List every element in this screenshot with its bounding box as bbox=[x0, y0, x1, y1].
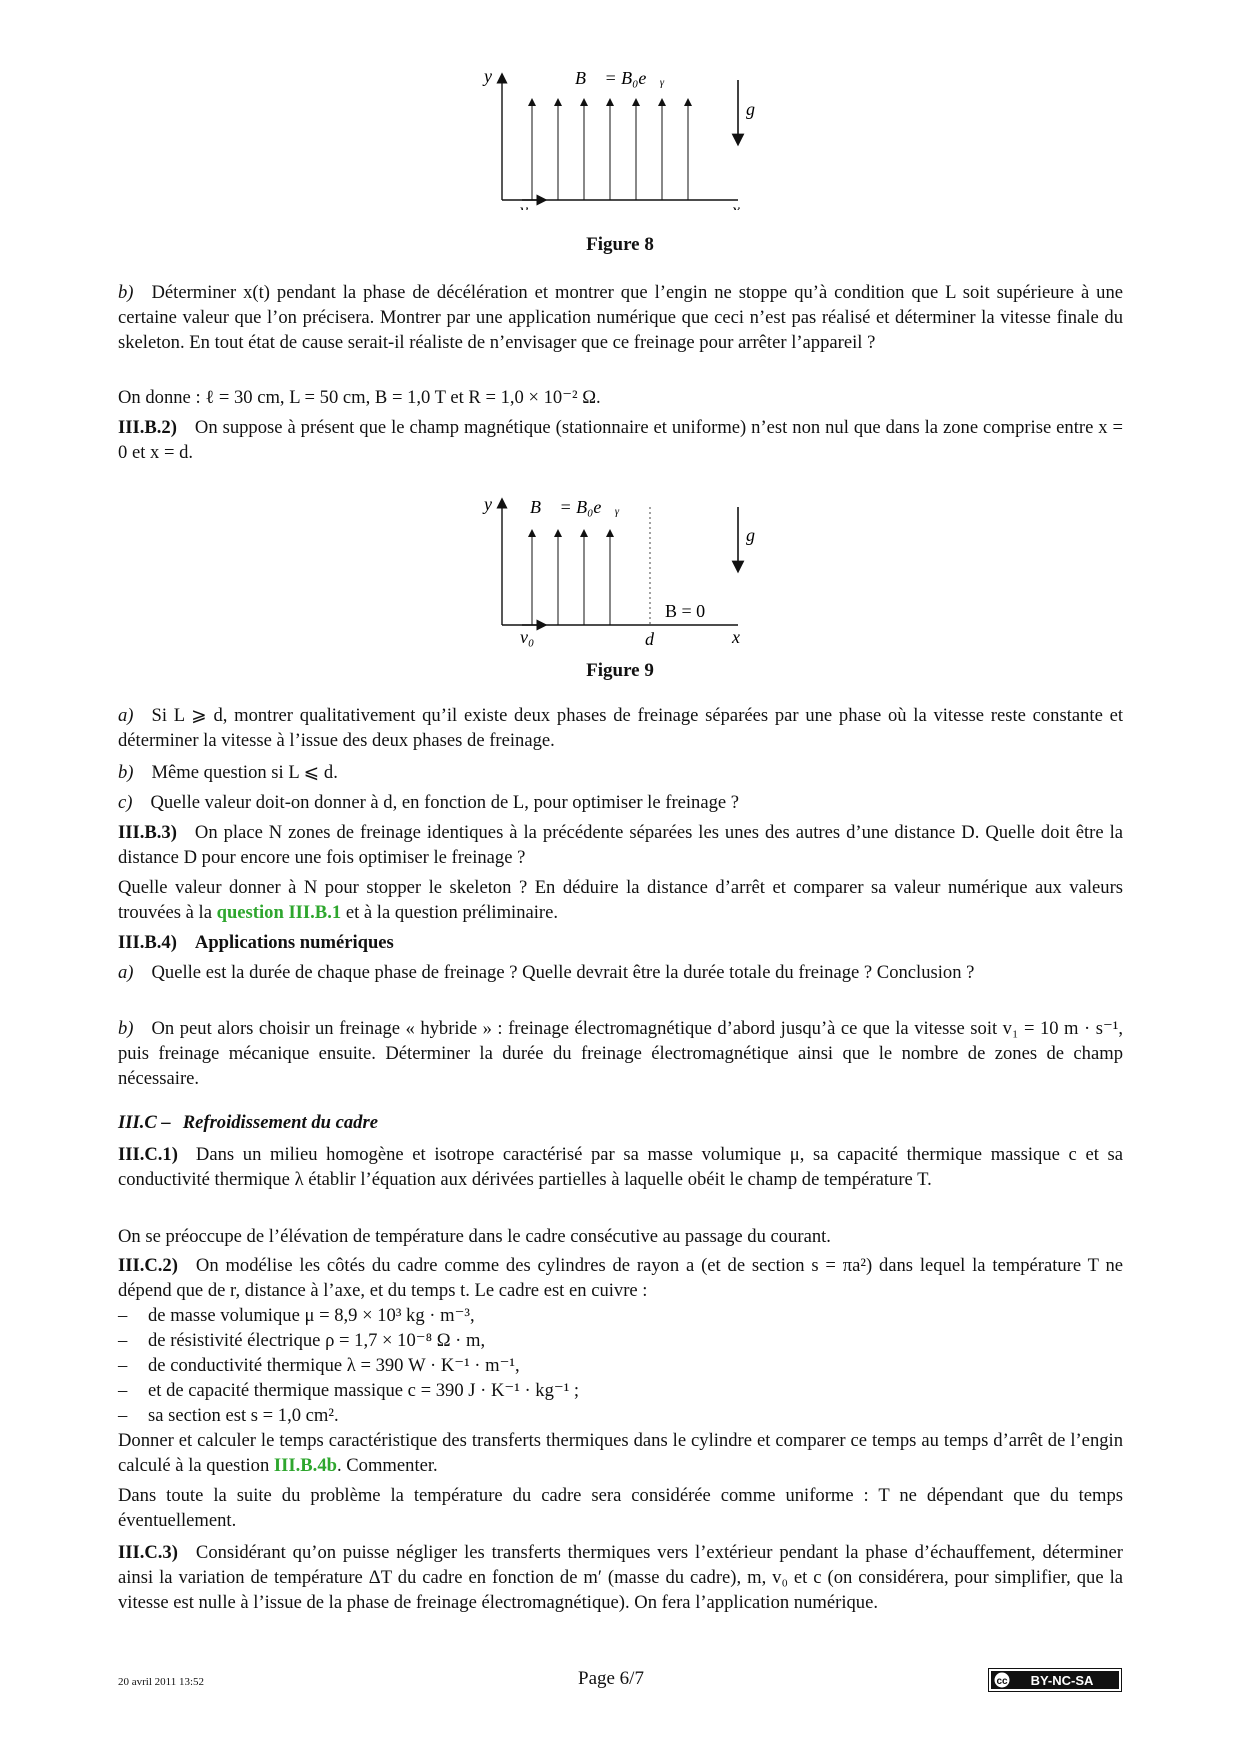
part-label: a) bbox=[118, 962, 134, 983]
section-III-B-4 bbox=[118, 930, 1123, 955]
section-number: III.C.3) bbox=[118, 1542, 178, 1563]
section-III-B-3 bbox=[118, 820, 1123, 870]
copper-properties-list bbox=[118, 1303, 1123, 1428]
fig9-field-arrows bbox=[532, 533, 610, 625]
section-number: III.C – bbox=[118, 1112, 171, 1133]
footer-page-number: Page 6/7 bbox=[578, 1668, 644, 1689]
part-text: On peut alors choisir un freinage « hybride » : freinage électromagnétique d’abord jusqu’à ce que la vitesse soit v₁ = 10 m · s⁻¹, puis freinage mécanique ensuite. Déterminer la durée du freinage électromagnétique ainsi que le nombre de zones de champ nécessaire. bbox=[118, 1018, 1123, 1089]
question-c-label: c) bbox=[118, 792, 133, 813]
fig8-gravity-label: g⃗ bbox=[746, 99, 770, 119]
section-number: III.C.2) bbox=[118, 1255, 178, 1276]
figure-8 bbox=[470, 60, 770, 220]
section-text: On modélise les côtés du cadre comme des cylindres de rayon a (et de section s = πa²) dans lequel la température T ne dépend que de r, distance à l’axe, et du temps t. Le cadre est en cuivre : bbox=[118, 1255, 1123, 1301]
section-III-C-1-note: On se préoccupe de l’élévation de température dans le cadre consécutive au passage du courant. bbox=[118, 1226, 831, 1247]
question-a-label: a) bbox=[118, 705, 134, 726]
section-III-C-1 bbox=[118, 1142, 1123, 1192]
link-question-III-B-1[interactable]: question III.B.1 bbox=[216, 902, 342, 923]
section-number: III.B.4) bbox=[118, 932, 177, 953]
list-item: – de conductivité thermique λ = 390 W · K⁻¹ · m⁻¹, bbox=[118, 1353, 1123, 1378]
fig8-y-label: y bbox=[484, 66, 492, 86]
list-item: – et de capacité thermique massique c = 390 J · K⁻¹ · kg⁻¹ ; bbox=[118, 1378, 1123, 1403]
section-number: III.B.2) bbox=[118, 417, 177, 438]
list-item: – de résistivité électrique ρ = 1,7 × 10⁻⁸ Ω · m, bbox=[118, 1328, 1123, 1353]
part-label: b) bbox=[118, 282, 134, 303]
fig9-zero-label: B = 0 bbox=[665, 601, 706, 621]
section-III-B-3-followup bbox=[118, 875, 1123, 925]
section-III-C-3 bbox=[118, 1540, 1123, 1615]
section-III-B-2 bbox=[118, 415, 1123, 465]
question-b-label: b) bbox=[118, 762, 134, 783]
fig9-field-label: B⃗ = B₀e⃗ᵧ bbox=[530, 497, 620, 517]
list-item: – de masse volumique μ = 8,9 × 10³ kg · m⁻³, bbox=[118, 1303, 1123, 1328]
figure-9-caption: Figure 9 bbox=[586, 660, 654, 681]
part-text: Déterminer x(t) pendant la phase de décélération et montrer que l’engin ne stoppe qu’à condition que L soit supérieure à une certaine valeur que l’on précisera. Montrer par une application numérique que ceci n’est pas réalisé et déterminer la vitesse finale du skeleton. En tout état de cause serait-il réaliste de n’envisager que ce freinage pour arrêter l’appareil ? bbox=[118, 282, 1123, 353]
fig9-gravity-label: g⃗ bbox=[746, 525, 770, 545]
fig9-x-label: x bbox=[732, 627, 740, 647]
cc-symbol: cc bbox=[996, 1676, 1008, 1687]
fig8-field-arrows bbox=[532, 102, 688, 200]
fig8-field-label: B⃗ = B₀e⃗ᵧ bbox=[575, 68, 665, 88]
question-text: Donner et calculer le temps caractéristique des transferts thermiques dans le cylindre et comparer ce temps au temps d’arrêt de l’engin calculé à la question bbox=[118, 1430, 1123, 1476]
question-b-text: Même question si L ⩽ d. bbox=[151, 762, 338, 783]
section-title: Refroidissement du cadre bbox=[182, 1112, 378, 1133]
section-number: III.B.3) bbox=[118, 822, 177, 843]
question-a bbox=[118, 703, 1123, 753]
part-b-deceleration bbox=[118, 280, 1123, 355]
part-text: Quelle est la durée de chaque phase de freinage ? Quelle devrait être la durée totale du freinage ? Conclusion ? bbox=[151, 962, 975, 983]
section-III-B-4-b bbox=[118, 1016, 1123, 1091]
section-III-C-heading bbox=[118, 1110, 1123, 1135]
question-b bbox=[118, 760, 1123, 785]
figure-9 bbox=[470, 485, 770, 649]
given-values: On donne : ℓ = 30 cm, L = 50 cm, B = 1,0 T et R = 1,0 × 10⁻² Ω. bbox=[118, 387, 601, 408]
section-text: On suppose à présent que le champ magnétique (stationnaire et uniforme) n’est non nul que dans la zone comprise entre x = 0 et x = d. bbox=[118, 417, 1123, 463]
fig8-velocity-label: v₀ bbox=[520, 200, 535, 210]
figure-8-caption: Figure 8 bbox=[586, 234, 654, 255]
license-text: BY-NC-SA bbox=[1030, 1673, 1094, 1688]
followup-text-end: et à la question préliminaire. bbox=[345, 902, 559, 923]
figure-9-diagram bbox=[470, 485, 770, 650]
section-III-B-4-a bbox=[118, 960, 1123, 985]
question-text-end: . Commenter. bbox=[336, 1455, 438, 1476]
question-c-text: Quelle valeur doit-on donner à d, en fonction de L, pour optimiser le freinage ? bbox=[150, 792, 740, 813]
section-title: Applications numériques bbox=[194, 932, 394, 953]
link-III-B-4b[interactable]: III.B.4b bbox=[273, 1455, 337, 1476]
license-badge bbox=[988, 1668, 1122, 1692]
fig8-x-label: x bbox=[732, 200, 740, 210]
page-footer bbox=[118, 1668, 1123, 1698]
section-III-C-2-assumption: Dans toute la suite du problème la température du cadre sera considérée comme uniforme : T ne dépendant que du temps éventuellement. bbox=[118, 1485, 1123, 1531]
fig9-y-label: y bbox=[484, 494, 492, 514]
section-III-C-2-question bbox=[118, 1428, 1123, 1478]
section-text: On place N zones de freinage identiques à la précédente séparées les unes des autres d’une distance D. Quelle doit être la distance D pour encore une fois optimiser le freinage ? bbox=[118, 822, 1123, 868]
section-III-C-2 bbox=[118, 1253, 1123, 1303]
fig9-velocity-label: v₀ bbox=[520, 627, 535, 647]
section-text: Dans un milieu homogène et isotrope caractérisé par sa masse volumique μ, sa capacité thermique massique c et sa conductivité thermique λ établir l’équation aux dérivées partielles à laquelle obéit le champ de température T. bbox=[118, 1144, 1123, 1190]
question-c bbox=[118, 790, 1123, 815]
figure-8-diagram bbox=[470, 60, 770, 210]
followup-text: Quelle valeur donner à N pour stopper le skeleton ? En déduire la distance d’arrêt et comparer sa valeur numérique aux valeurs trouvées à la bbox=[118, 877, 1123, 923]
question-a-text: Si L ⩾ d, montrer qualitativement qu’il existe deux phases de freinage séparées par une phase où la vitesse reste constante et déterminer la vitesse à l’issue des deux phases de freinage. bbox=[118, 705, 1123, 751]
footer-date: 20 avril 2011 13:52 bbox=[118, 1676, 205, 1688]
cc-license-icon bbox=[988, 1668, 1122, 1692]
part-label: b) bbox=[118, 1018, 134, 1039]
list-item: – sa section est s = 1,0 cm². bbox=[118, 1403, 1123, 1428]
section-number: III.C.1) bbox=[118, 1144, 178, 1165]
section-text: Considérant qu’on puisse négliger les transferts thermiques vers l’extérieur pendant la phase d’échauffement, déterminer ainsi la variation de température ΔT du cadre en fonction de m′ (masse du cadre), m, v₀ et c (on considérera, pour simplifier, que la vitesse est nulle à l’issue de la phase de freinage électromagnétique). On fera l’application numérique. bbox=[118, 1542, 1123, 1613]
fig9-d-label: d bbox=[645, 629, 654, 649]
